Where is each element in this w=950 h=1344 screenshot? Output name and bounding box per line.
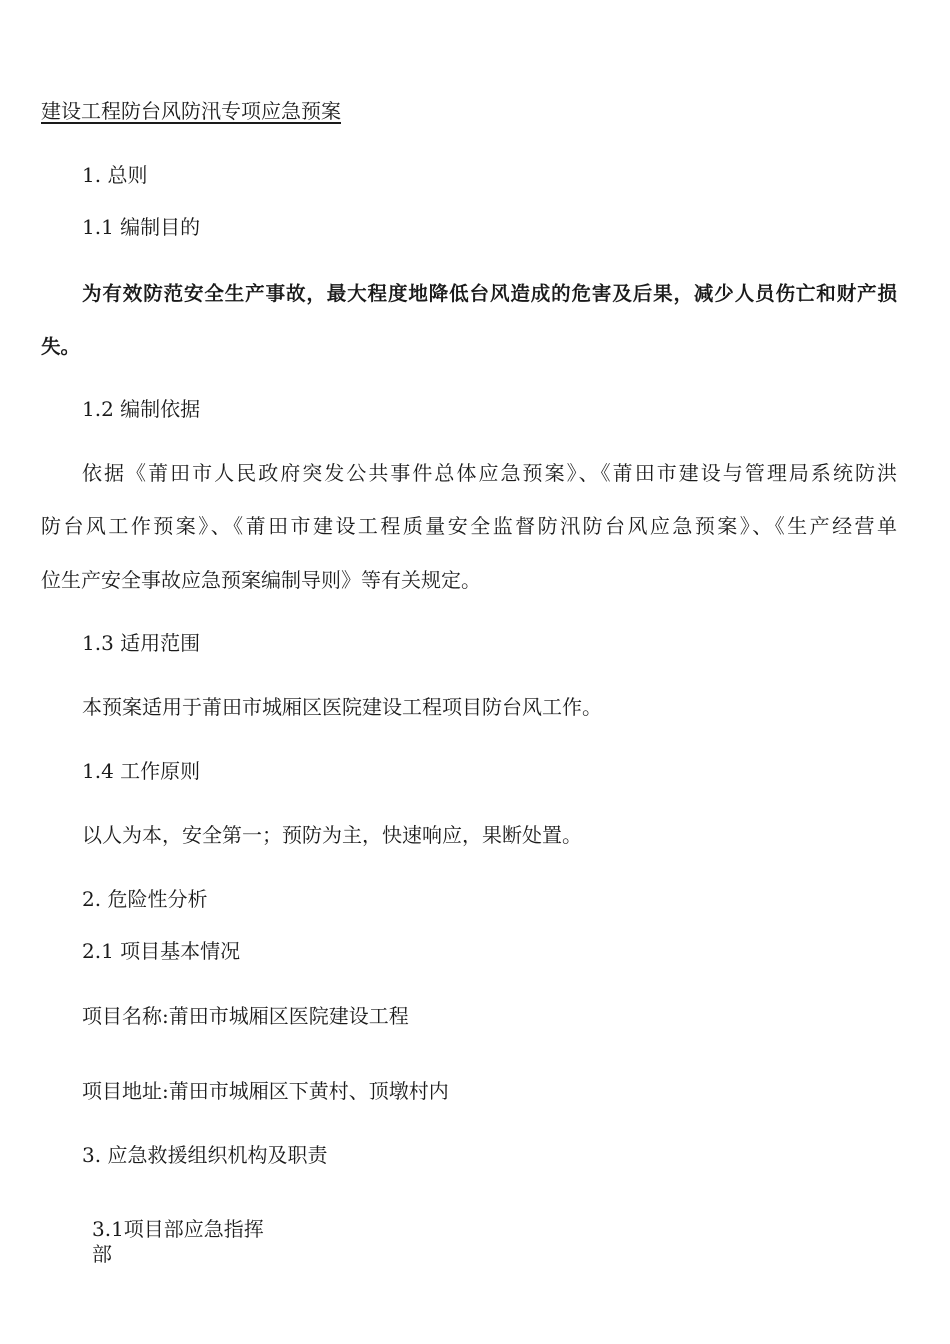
paragraph-project-name: 项目名称:莆田市城厢区医院建设工程 xyxy=(82,1004,409,1028)
paragraph-project-address: 项目地址:莆田市城厢区下黄村、顶墩村内 xyxy=(82,1079,449,1103)
document-title: 建设工程防台风防汛专项应急预案 xyxy=(41,99,341,123)
section-heading-2: 2. 危险性分析 xyxy=(82,887,208,911)
paragraph-principle: 以人为本，安全第一；预防为主，快速响应，果断处置。 xyxy=(82,823,582,847)
subsection-heading-3-1-line-2: 部 xyxy=(92,1242,112,1266)
section-heading-1: 1. 总则 xyxy=(82,163,148,187)
subsection-heading-1-4: 1.4 工作原则 xyxy=(82,759,201,783)
paragraph-basis-line-3: 位生产安全事故应急预案编制导则》等有关规定。 xyxy=(41,568,481,592)
paragraph-basis-line-2: 防台风工作预案》、《莆田市建设工程质量安全监督防汛防台风应急预案》、《生产经营单 xyxy=(41,514,897,538)
paragraph-purpose-line-1: 为有效防范安全生产事故，最大程度地降低台风造成的危害及后果，减少人员伤亡和财产损 xyxy=(82,282,897,305)
subsection-heading-1-3: 1.3 适用范围 xyxy=(82,631,201,655)
subsection-heading-1-2: 1.2 编制依据 xyxy=(82,397,201,421)
subsection-heading-1-1: 1.1 编制目的 xyxy=(82,215,201,239)
paragraph-scope: 本预案适用于莆田市城厢区医院建设工程项目防台风工作。 xyxy=(82,695,602,719)
subsection-heading-3-1-line-1: 3.1项目部应急指挥 xyxy=(92,1217,264,1241)
paragraph-basis-line-1: 依据《莆田市人民政府突发公共事件总体应急预案》、《莆田市建设与管理局系统防洪 xyxy=(82,461,897,485)
subsection-heading-2-1: 2.1 项目基本情况 xyxy=(82,939,241,963)
paragraph-purpose-line-2: 失。 xyxy=(41,335,81,358)
section-heading-3: 3. 应急救援组织机构及职责 xyxy=(82,1143,328,1167)
